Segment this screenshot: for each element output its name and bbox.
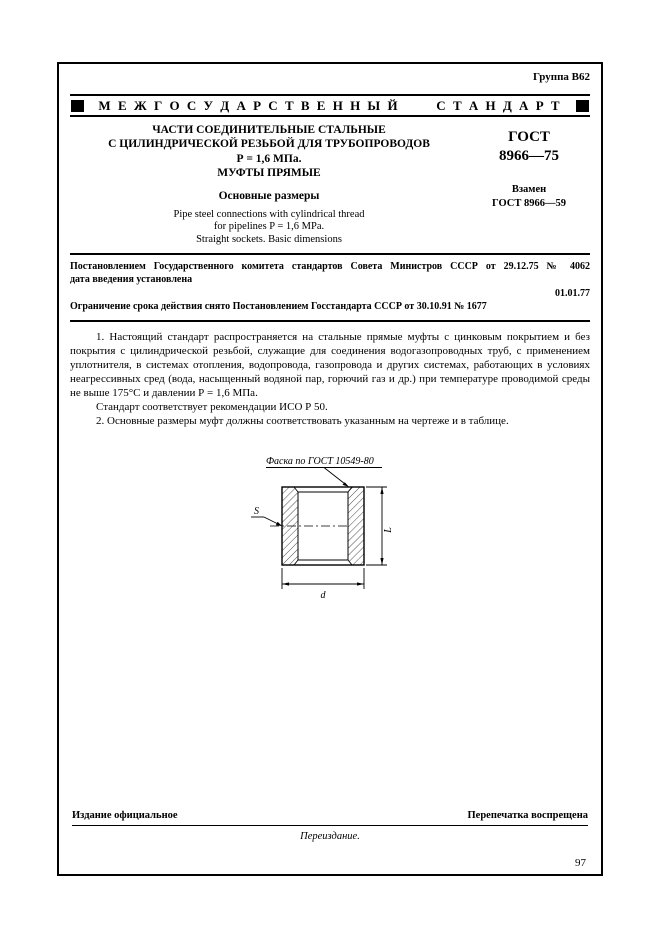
english-line: Straight sockets. Basic dimensions	[196, 234, 342, 246]
reprint-forbidden-label: Перепечатка воспрещена	[467, 810, 588, 821]
dim-d-arrow-left	[282, 582, 289, 585]
footer-divider	[72, 825, 588, 826]
title-line: С ЦИЛИНДРИЧЕСКОЙ РЕЗЬБОЙ ДЛЯ ТРУБОПРОВОДОВ	[108, 138, 430, 151]
english-title	[70, 209, 468, 247]
dim-s-label: S	[254, 505, 259, 517]
gost-number: 8966—75	[499, 147, 559, 164]
chamfer-leader-line	[324, 467, 347, 485]
title-left-column	[70, 123, 468, 247]
replaces-number: ГОСТ 8966—59	[492, 198, 566, 210]
title-line: МУФТЫ ПРЯМЫЕ	[217, 167, 321, 180]
reissue-label: Переиздание.	[300, 831, 360, 842]
title-line: ЧАСТИ СОЕДИНИТЕЛЬНЫЕ СТАЛЬНЫЕ	[152, 124, 386, 136]
band-right-square	[576, 100, 589, 112]
decree-line2: дата введения установлена	[70, 274, 193, 286]
decree-line1: Постановлением Государственного комитета стандартов Совета Министров СССР от 29.12.75 № 4062	[70, 260, 590, 272]
technical-drawing-svg	[232, 452, 442, 604]
title-right-column	[468, 123, 590, 247]
english-line: for pipelines P = 1,6 MPa.	[213, 221, 325, 233]
decree-block	[70, 260, 590, 314]
standard-band	[70, 94, 590, 117]
socket-section-drawing	[232, 452, 442, 604]
paragraph-1: 1. Настоящий стандарт распространяется на стальные прямые муфты с цинковым покрытием и без покрытия с цилиндрической резьбой, служащие для соединения водогазопроводных труб, с применением уплотнителя, в системах отопления, водопровода, газопровода и других системах, работающих в условиях неагрессивных сред (вода, насыщенный водяной пар, горючий газ и др.) при температуре проводимой среды не выше 175°С и давлении Р = 1,6 МПа.	[70, 330, 590, 399]
page-frame	[57, 62, 603, 876]
divider-line-bottom	[70, 320, 590, 322]
paragraph-3: 2. Основные размеры муфт должны соответствовать указанным на чертеже и в таблице.	[96, 414, 509, 427]
group-label: Группа В62	[532, 71, 590, 83]
gost-label: ГОСТ	[508, 129, 550, 145]
replaces-block	[468, 183, 590, 212]
title-block	[70, 123, 590, 247]
dim-s-arrow	[276, 522, 282, 526]
dim-l-arrow-top	[380, 487, 383, 494]
standard-text	[70, 330, 590, 428]
right-wall-hatch	[348, 487, 364, 565]
page-number: 97	[575, 857, 586, 869]
effective-date: 01.01.77	[555, 287, 590, 299]
subtitle: Основные размеры	[218, 189, 320, 202]
english-line: Pipe steel connections with cylindrical thread	[173, 208, 365, 220]
paragraph-2: Стандарт соответствует рекомендации ИСО Р 50.	[96, 400, 328, 413]
band-left-square	[71, 100, 84, 112]
replaces-label: Взамен	[511, 183, 547, 195]
page-footer	[72, 810, 588, 869]
standard-band-title: М Е Ж Г О С У Д А Р С Т В Е Н Н Ы Й С Т А Н Д А Р Т	[98, 97, 562, 113]
dim-l-label: L	[383, 527, 394, 533]
divider-line-top	[70, 253, 590, 255]
title-line: Р = 1,6 МПа.	[236, 152, 302, 165]
dim-d-arrow-right	[357, 582, 364, 585]
official-edition-label: Издание официальное	[72, 810, 178, 821]
gost-designation	[468, 128, 590, 166]
dim-d-label: d	[320, 589, 326, 601]
footer-row	[72, 810, 588, 821]
decree-line3: Ограничение срока действия снято Постановлением Госстандарта СССР от 30.10.91 № 1677	[70, 301, 487, 313]
chamfer-note-label: Фаска по ГОСТ 10549-80	[266, 455, 374, 467]
dim-l-arrow-bottom	[380, 558, 383, 565]
